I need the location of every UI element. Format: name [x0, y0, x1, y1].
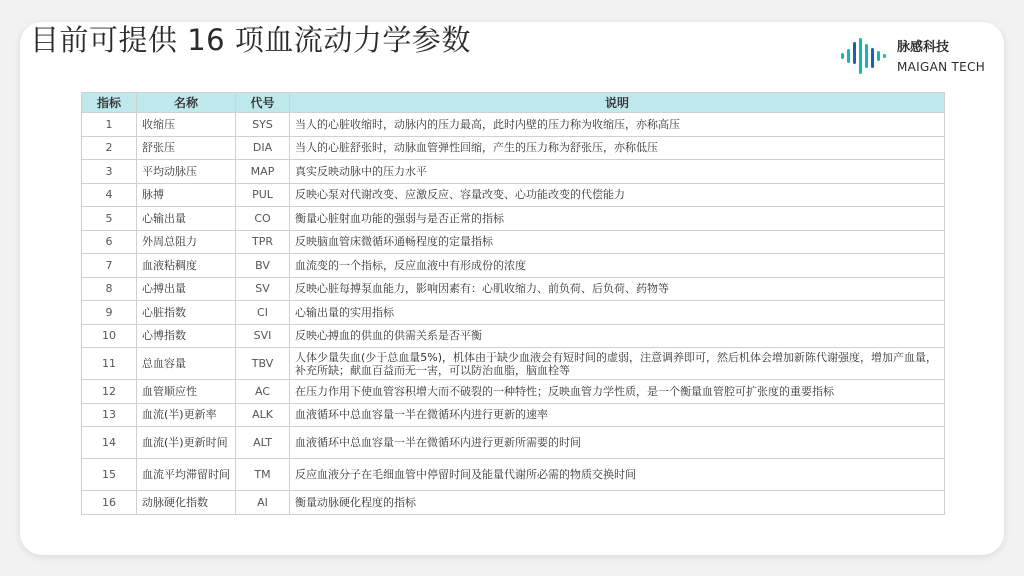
row-code: CO — [236, 207, 290, 231]
table-row — [82, 459, 945, 491]
table-row — [82, 427, 945, 459]
row-name: 血流(半)更新率 — [137, 403, 236, 427]
row-name: 血流平均滞留时间 — [137, 459, 236, 491]
row-code: CI — [236, 301, 290, 325]
table-header-row — [82, 93, 945, 113]
row-index: 8 — [82, 277, 137, 301]
brand-name-en: MAIGAN TECH — [897, 60, 986, 74]
row-description: 反映脑血管床微循环通畅程度的定量指标 — [290, 230, 945, 254]
row-index: 3 — [82, 160, 137, 184]
row-code: AC — [236, 380, 290, 404]
row-name: 平均动脉压 — [137, 160, 236, 184]
row-name: 心博指数 — [137, 324, 236, 348]
row-code: BV — [236, 254, 290, 278]
row-index: 12 — [82, 380, 137, 404]
row-description: 反应血液分子在毛细血管中停留时间及能量代谢所必需的物质交换时间 — [290, 459, 945, 491]
table-row — [82, 403, 945, 427]
row-name: 心脏指数 — [137, 301, 236, 325]
row-description: 血液循环中总血容量一半在微循环内进行更新所需要的时间 — [290, 427, 945, 459]
row-code: SYS — [236, 113, 290, 137]
row-index: 11 — [82, 348, 137, 380]
row-code: PUL — [236, 183, 290, 207]
row-index: 2 — [82, 136, 137, 160]
header-description: 说明 — [290, 93, 945, 113]
table-row — [82, 136, 945, 160]
parameters-table — [81, 92, 945, 515]
row-code: TBV — [236, 348, 290, 380]
header-name: 名称 — [137, 93, 236, 113]
row-name: 血流(半)更新时间 — [137, 427, 236, 459]
table-row — [82, 324, 945, 348]
row-name: 心搏出量 — [137, 277, 236, 301]
row-index: 14 — [82, 427, 137, 459]
row-name: 血液粘稠度 — [137, 254, 236, 278]
row-description: 当人的心脏收缩时，动脉内的压力最高，此时内壁的压力称为收缩压，亦称高压 — [290, 113, 945, 137]
table-row — [82, 113, 945, 137]
row-code: TM — [236, 459, 290, 491]
row-description: 衡量心脏射血功能的强弱与是否正常的指标 — [290, 207, 945, 231]
row-index: 10 — [82, 324, 137, 348]
table-row — [82, 301, 945, 325]
row-index: 16 — [82, 491, 137, 515]
row-code: MAP — [236, 160, 290, 184]
row-index: 15 — [82, 459, 137, 491]
table-row — [82, 348, 945, 380]
row-code: ALK — [236, 403, 290, 427]
row-description: 血流变的一个指标，反应血液中有形成份的浓度 — [290, 254, 945, 278]
row-name: 动脉硬化指数 — [137, 491, 236, 515]
row-description: 在压力作用下使血管容积增大而不破裂的一种特性；反映血管力学性质，是一个衡量血管腔可扩张度的重要指标 — [290, 380, 945, 404]
header-index: 指标 — [82, 93, 137, 113]
row-index: 9 — [82, 301, 137, 325]
table-row — [82, 230, 945, 254]
row-index: 13 — [82, 403, 137, 427]
brand-logo — [840, 36, 1000, 76]
row-name: 舒张压 — [137, 136, 236, 160]
row-code: AI — [236, 491, 290, 515]
table-row — [82, 207, 945, 231]
row-code: DIA — [236, 136, 290, 160]
table-row — [82, 183, 945, 207]
row-index: 4 — [82, 183, 137, 207]
table-row — [82, 277, 945, 301]
row-description: 当人的心脏舒张时，动脉血管弹性回缩，产生的压力称为舒张压，亦称低压 — [290, 136, 945, 160]
row-description: 真实反映动脉中的压力水平 — [290, 160, 945, 184]
row-name: 心输出量 — [137, 207, 236, 231]
row-name: 总血容量 — [137, 348, 236, 380]
page-title: 目前可提供 16 项血流动力学参数 — [30, 23, 471, 57]
row-index: 1 — [82, 113, 137, 137]
table-row — [82, 491, 945, 515]
row-description: 反映心搏血的供血的供需关系是否平衡 — [290, 324, 945, 348]
row-code: TPR — [236, 230, 290, 254]
row-description: 人体少量失血(少于总血量5%)，机体由于缺少血液会有短时间的虚弱，注意调养即可，然后机体会增加新陈代谢强度，增加产血量，补充所缺；献血百益而无一害，可以防治血脂，脑血栓等 — [290, 348, 945, 380]
row-name: 外周总阻力 — [137, 230, 236, 254]
row-description: 反映心脏每搏泵血能力，影响因素有：心肌收缩力、前负荷、后负荷、药物等 — [290, 277, 945, 301]
row-index: 7 — [82, 254, 137, 278]
row-description: 血液循环中总血容量一半在微循环内进行更新的速率 — [290, 403, 945, 427]
header-code: 代号 — [236, 93, 290, 113]
table-row — [82, 254, 945, 278]
row-index: 6 — [82, 230, 137, 254]
row-code: ALT — [236, 427, 290, 459]
row-code: SV — [236, 277, 290, 301]
row-description: 心输出量的实用指标 — [290, 301, 945, 325]
soundwave-logo-icon — [840, 36, 892, 76]
row-description: 衡量动脉硬化程度的指标 — [290, 491, 945, 515]
row-index: 5 — [82, 207, 137, 231]
row-description: 反映心泵对代谢改变、应激反应、容量改变、心功能改变的代偿能力 — [290, 183, 945, 207]
row-name: 收缩压 — [137, 113, 236, 137]
table-row — [82, 160, 945, 184]
row-code: SVI — [236, 324, 290, 348]
brand-name-cn: 脉感科技 — [897, 40, 950, 55]
table-row — [82, 380, 945, 404]
row-name: 血管顺应性 — [137, 380, 236, 404]
row-name: 脉搏 — [137, 183, 236, 207]
